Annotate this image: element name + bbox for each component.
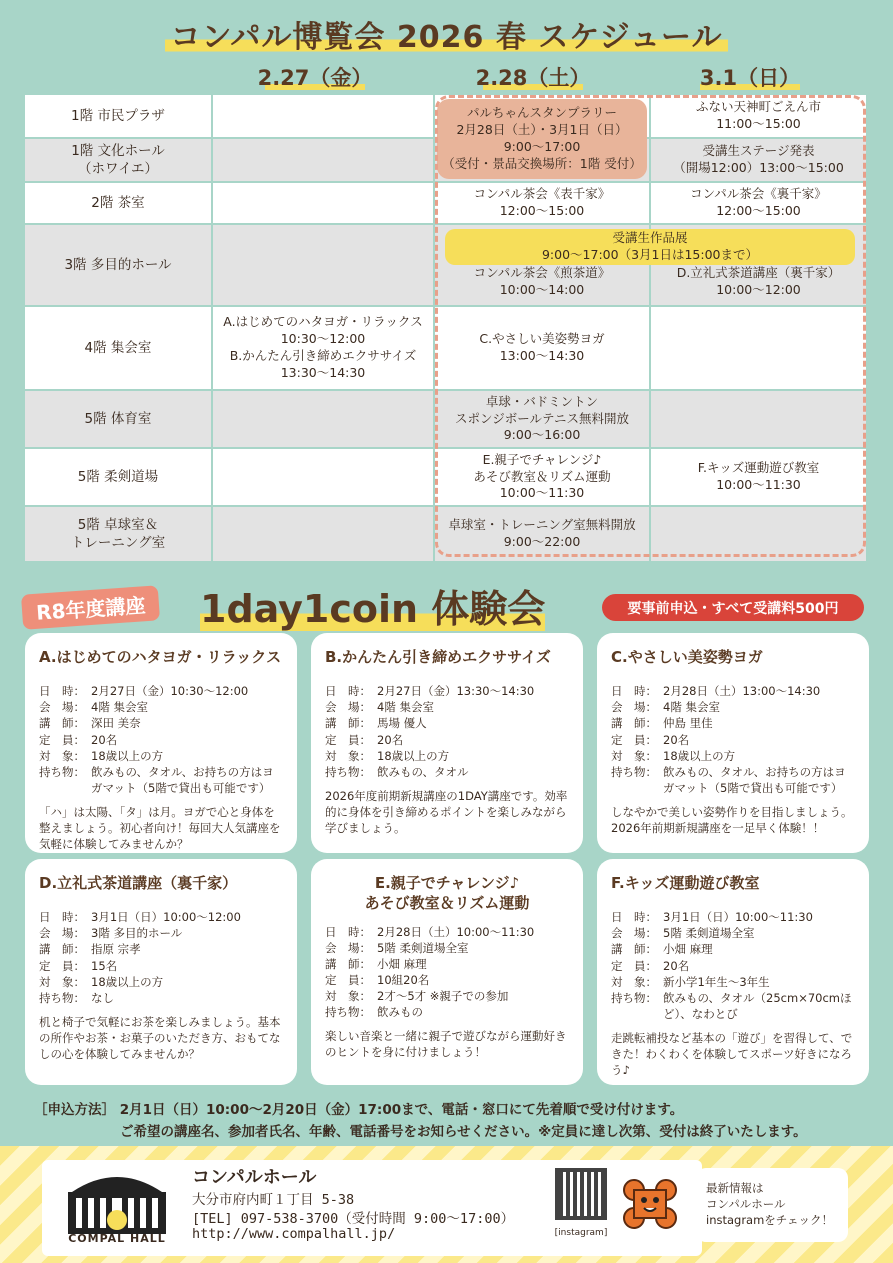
event-title: ふない天神町ごえん市 — [695, 99, 821, 115]
info-label: 定 員： — [611, 958, 657, 973]
info-label: 講 師： — [39, 716, 85, 731]
course-title: B.かんたん引き締めエクササイズ — [325, 648, 551, 666]
course-info — [325, 924, 569, 1021]
event-time: 13:30〜14:30 — [280, 364, 366, 380]
info-label: 対 象： — [325, 988, 371, 1003]
event-dojo-e — [435, 449, 651, 505]
course-card — [25, 633, 297, 853]
info-value-cap: 15名 — [91, 958, 118, 973]
info-value-bring: 飲みもの、タオル — [377, 764, 469, 779]
event-time: 9:00〜17:00 — [503, 139, 581, 154]
event-stage — [651, 139, 866, 181]
event-time: 10:00〜12:00 — [716, 282, 801, 298]
info-label: 対 象： — [39, 974, 85, 989]
info-value-target: 18歳以上の方 — [663, 748, 736, 763]
info-label: 対 象： — [611, 748, 657, 763]
info-label: 定 員： — [39, 958, 85, 973]
event-title: E.親子でチャレンジ♪ — [482, 451, 602, 467]
info-label: 定 員： — [39, 732, 85, 747]
info-value-venue: 4階 集会室 — [377, 700, 434, 715]
apply-line: ［申込方法］ 2月1日（日）10:00〜2月20日（金）17:00まで、電話・窓口にて先着順で受け付けます。 — [34, 1102, 684, 1118]
info-value-date: 3月1日（日）10:00〜12:00 — [91, 910, 241, 925]
course-info — [39, 909, 283, 1006]
event-tea-omote — [435, 183, 651, 223]
course-description: 机と椅子で気軽にお茶を楽しみましょう。基本の所作やお茶・お菓子のいただき方、おもてなしの心を体験してみませんか？ — [39, 1014, 281, 1061]
event-title: 受講生作品展 — [612, 230, 688, 246]
event-time: 9:00〜17:00（3月1日は15:00まで） — [541, 247, 759, 262]
coin-subtitle: R8年度講座 — [21, 585, 160, 629]
info-value-cap: 20名 — [91, 732, 118, 747]
info-value-target: 2才〜5才 ※親子での参加 — [377, 988, 509, 1003]
event-time: 10:00〜14:00 — [499, 282, 585, 298]
info-label: 日 時： — [39, 910, 85, 925]
info-label: 持ち物： — [611, 764, 657, 779]
info-label: 持ち物： — [611, 990, 657, 1005]
event-tt — [435, 507, 651, 561]
place-cell: 1階 市民プラザ — [25, 95, 213, 137]
course-description: 走跳転補投など基本の「遊び」を習得して、できた！わくわくを体験してスポーツ好きになろう♪ — [611, 1030, 853, 1078]
mascot-icon — [622, 1178, 678, 1230]
course-card — [597, 633, 869, 853]
event-market — [651, 95, 866, 137]
info-value-teacher: 馬場 優人 — [377, 716, 427, 731]
event-title: パルちゃんスタンプラリー — [466, 105, 617, 121]
course-description: 「ハ」は太陽、「タ」は月。ヨガで心と身体を整えましょう。初心者向け！毎回大人気講座を気軽に体験してみませんか？ — [39, 804, 281, 852]
info-label: 会 場： — [39, 700, 85, 715]
event-title: D.立礼式茶道講座（裏千家） — [676, 265, 841, 281]
place-cell: 5階 卓球室＆ トレーニング室 — [25, 507, 213, 561]
empty-cell — [213, 225, 435, 305]
event-title: コンパル茶会《裏千家》 — [690, 186, 827, 202]
empty-cell — [213, 95, 435, 137]
info-label: 定 員： — [611, 732, 657, 747]
table-row — [25, 307, 866, 391]
empty-cell — [651, 307, 866, 389]
event-title: スポンジボールテニス無料開放 — [455, 410, 629, 426]
logo-text: COMPAL HALL — [68, 1232, 166, 1245]
info-value-date: 2月28日（土）10:00〜11:30 — [377, 924, 535, 939]
event-time: （開場12:00）13:00〜15:00 — [673, 160, 844, 175]
info-value-date: 3月1日（日）10:00〜11:30 — [663, 910, 813, 925]
table-row — [25, 183, 866, 225]
event-gym — [435, 391, 651, 447]
info-value-teacher: 小畑 麻理 — [663, 942, 713, 957]
course-card — [311, 859, 583, 1085]
empty-cell — [213, 139, 435, 181]
info-value-cap: 20名 — [377, 732, 404, 747]
event-dojo-f — [651, 449, 866, 505]
event-time: 10:00〜11:30 — [716, 477, 801, 492]
course-title: C.やさしい美姿勢ヨガ — [611, 648, 763, 666]
info-value-bring: 飲みもの、タオル、お持ちの方はヨガマット（5階で貸出も可能です） — [91, 764, 274, 795]
info-label: 講 師： — [39, 942, 85, 957]
course-info — [39, 683, 283, 796]
event-yoga-ab — [213, 307, 435, 389]
info-label: 講 師： — [325, 716, 371, 731]
event-yoga-c — [435, 307, 651, 389]
place-cell: 4階 集会室 — [25, 307, 213, 389]
info-label: 会 場： — [325, 700, 371, 715]
event-title: B.かんたん引き締めエクササイズ — [229, 348, 417, 363]
empty-cell — [213, 449, 435, 505]
hall-tel: [TEL] 097-538-3700（受付時間 9:00〜17:00） — [192, 1211, 515, 1227]
empty-cell — [213, 507, 435, 561]
info-value-target: 18歳以上の方 — [91, 974, 164, 989]
schedule-table — [25, 95, 866, 561]
event-title: 卓球室・トレーニング室無料開放 — [448, 517, 636, 533]
info-value-target: 新小学1年生〜3年生 — [663, 974, 770, 989]
event-time: 9:00〜16:00 — [503, 427, 581, 443]
info-value-venue: 5階 柔剣道場全室 — [663, 926, 755, 941]
info-label: 日 時： — [325, 924, 371, 939]
info-value-bring: 飲みもの、タオル（25cm×70cmほど）、なわとび — [663, 990, 852, 1021]
course-info — [611, 909, 855, 1022]
event-title: 受講生ステージ発表 — [702, 143, 815, 159]
event-title: A.はじめてのハタヨガ・リラックス — [223, 314, 423, 330]
info-label: 定 員： — [325, 972, 371, 987]
event-time: 12:00〜15:00 — [499, 203, 585, 218]
event-title: F.キッズ運動遊び教室 — [697, 460, 820, 476]
info-value-date: 2月28日（土）13:00〜14:30 — [663, 684, 821, 699]
info-label: 会 場： — [39, 926, 85, 941]
info-label: 日 時： — [325, 684, 371, 699]
info-label: 持ち物： — [39, 764, 85, 779]
event-time: 12:00〜15:00 — [716, 203, 801, 218]
empty-cell — [213, 183, 435, 223]
hall-name: コンパルホール — [192, 1167, 317, 1188]
apply-line: ご希望の講座名、参加者氏名、年齢、電話番号をお知らせください。※定員に達し次第、受付は終了いたします。 — [120, 1123, 807, 1140]
table-row — [25, 391, 866, 449]
course-description: 2026年度前期新規講座の1DAY講座です。効率的に身体を引き締めるポイントを楽しみながら学びましょう。 — [325, 788, 568, 835]
day-header-fri: 2.27（金） — [230, 62, 400, 90]
event-title: あそび教室＆リズム運動 — [473, 468, 611, 484]
info-value-cap: 10組20名 — [377, 972, 430, 987]
place-cell: 5階 柔剣道場 — [25, 449, 213, 505]
course-card — [311, 633, 583, 853]
info-label: 対 象： — [39, 748, 85, 763]
course-title: E.親子でチャレンジ♪ あそび教室＆リズム運動 — [364, 874, 530, 913]
event-title: C.やさしい美姿勢ヨガ — [479, 331, 605, 347]
info-value-teacher: 深田 美奈 — [91, 716, 141, 731]
info-label: 対 象： — [325, 748, 371, 763]
table-row — [25, 449, 866, 507]
course-title: A.はじめてのハタヨガ・リラックス — [39, 648, 282, 666]
day-headers — [0, 62, 893, 92]
course-card — [597, 859, 869, 1085]
info-value-teacher: 指原 宗孝 — [91, 942, 141, 957]
place-cell: 2階 茶室 — [25, 183, 213, 223]
day-header-sat: 2.28（土） — [448, 62, 618, 90]
event-title: コンパル茶会《煎茶道》 — [473, 265, 611, 281]
info-value-venue: 4階 集会室 — [91, 700, 148, 715]
info-value-venue: 4階 集会室 — [663, 700, 720, 715]
course-title: F.キッズ運動遊び教室 — [611, 874, 760, 892]
event-time: 11:00〜15:00 — [716, 116, 801, 131]
info-value-date: 2月27日（金）10:30〜12:00 — [91, 684, 249, 699]
event-time: 10:00〜11:30 — [499, 485, 585, 501]
info-label: 日 時： — [611, 910, 657, 925]
place-cell: 3階 多目的ホール — [25, 225, 213, 305]
info-label: 定 員： — [325, 732, 371, 747]
info-label: 持ち物： — [39, 990, 85, 1005]
course-info — [611, 683, 855, 796]
info-label: 講 師： — [611, 942, 657, 957]
info-value-bring: なし — [91, 990, 114, 1005]
empty-cell — [213, 391, 435, 447]
page-title: コンパル博覧会 2026 春 スケジュール — [0, 12, 893, 56]
course-description: 楽しい音楽と一緒に親子で遊びながら運動好きのヒントを身に付けましょう！ — [325, 1029, 567, 1060]
info-value-cap: 20名 — [663, 958, 690, 973]
table-row — [25, 507, 866, 561]
info-label: 会 場： — [611, 926, 657, 941]
empty-cell — [651, 391, 866, 447]
info-label: 対 象： — [611, 974, 657, 989]
instagram-bubble: 最新情報は コンパルホール instagramをチェック！ — [696, 1168, 848, 1242]
info-value-bring: 飲みもの — [377, 1004, 423, 1019]
info-label: 講 師： — [325, 956, 371, 971]
event-title: コンパル茶会《表千家》 — [473, 186, 611, 202]
event-tea-ura — [651, 183, 866, 223]
info-value-venue: 5階 柔剣道場全室 — [377, 940, 469, 955]
info-value-venue: 3階 多目的ホール — [91, 926, 183, 941]
course-info — [325, 683, 569, 780]
course-card — [25, 859, 297, 1085]
info-value-teacher: 小畑 麻理 — [377, 956, 427, 971]
info-label: 講 師： — [611, 716, 657, 731]
info-value-date: 2月27日（金）13:30〜14:30 — [377, 684, 535, 699]
qr-label: [instagram] — [554, 1228, 608, 1238]
day-header-sun: 3.1（日） — [665, 62, 835, 90]
info-label: 会 場： — [325, 940, 371, 955]
event-date: 2月28日（土）・3月1日（日） — [456, 122, 628, 138]
event-time: 13:00〜14:30 — [499, 348, 585, 363]
place-cell: 1階 文化ホール （ホワイエ） — [25, 139, 213, 181]
info-label: 日 時： — [39, 684, 85, 699]
fee-badge: 要事前申込・すべて受講料500円 — [602, 594, 864, 621]
info-value-cap: 20名 — [663, 732, 690, 747]
info-label: 会 場： — [611, 700, 657, 715]
info-value-target: 18歳以上の方 — [377, 748, 450, 763]
info-value-teacher: 仲島 里佳 — [663, 716, 713, 731]
info-label: 持ち物： — [325, 764, 371, 779]
course-title: D.立礼式茶道講座（裏千家） — [39, 874, 238, 892]
event-title: 卓球・バドミントン — [485, 393, 599, 409]
info-value-target: 18歳以上の方 — [91, 748, 164, 763]
event-exhibit — [445, 229, 855, 265]
empty-cell — [651, 507, 866, 561]
event-note: （受付・景品交換場所：1階 受付） — [442, 155, 642, 171]
place-cell: 5階 体育室 — [25, 391, 213, 447]
course-description: しなやかで美しい姿勢作りを目指しましょう。2026年前期新規講座を一足早く体験！！ — [611, 804, 853, 835]
info-label: 持ち物： — [325, 1004, 371, 1019]
apply-info — [34, 1100, 874, 1143]
info-value-bring: 飲みもの、タオル、お持ちの方はヨガマット（5階で貸出も可能です） — [663, 764, 846, 795]
event-time: 9:00〜22:00 — [503, 534, 581, 549]
hall-address: 大分市府内町１丁目 5-38 — [192, 1192, 355, 1208]
coin-title: 1day1coin 体験会 — [200, 587, 546, 631]
info-label: 日 時： — [611, 684, 657, 699]
event-stamp-rally — [437, 99, 647, 179]
instagram-qr-icon[interactable] — [555, 1168, 607, 1220]
hall-url[interactable]: http://www.compalhall.jp/ — [192, 1226, 396, 1242]
event-time: 10:30〜12:00 — [280, 331, 366, 347]
